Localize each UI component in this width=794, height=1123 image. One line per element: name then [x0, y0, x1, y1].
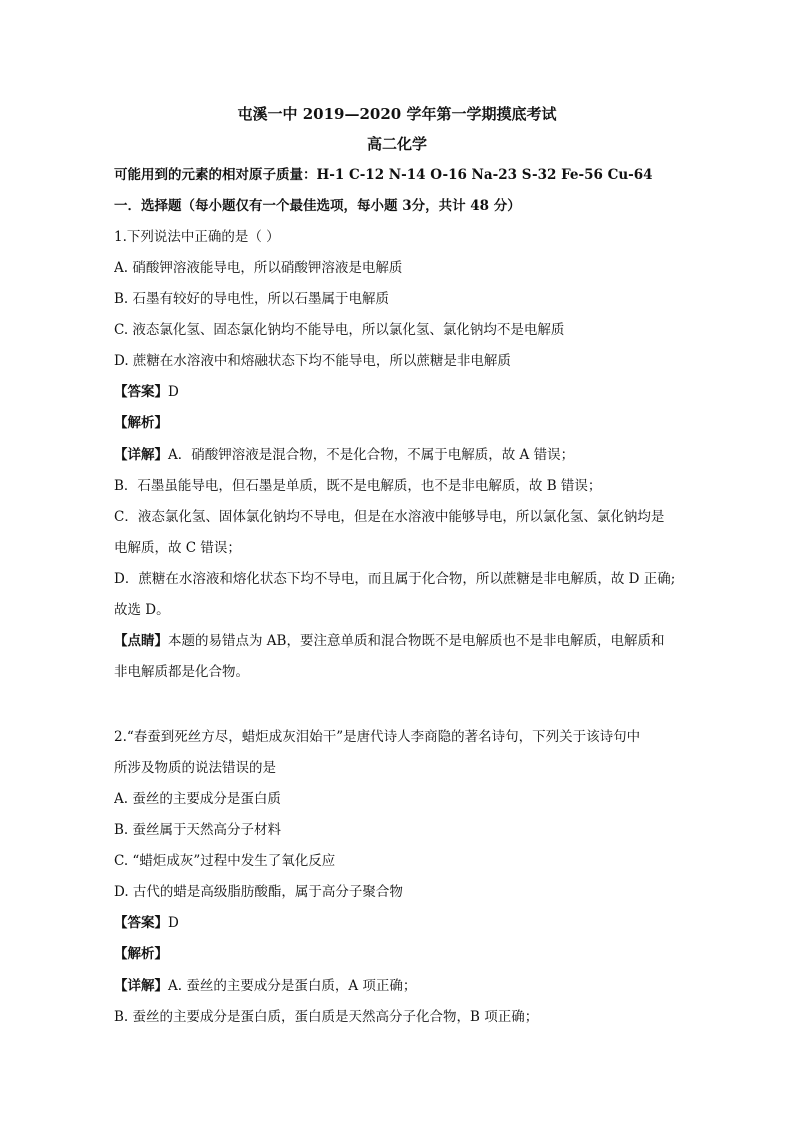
question-2-option-b: B. 蚕丝属于天然高分子材料: [114, 822, 282, 838]
question-1-answer: [114, 382, 684, 402]
answer-value: D: [168, 384, 179, 400]
question-1-detail-line-6: 故选 D。: [114, 602, 170, 618]
subject-title: 高二化学: [366, 135, 427, 153]
question-1-stem: 1.下列说法中正确的是（ ）: [114, 229, 280, 245]
question-2-stem-line-1: 2.“春蚕到死丝方尽，蜡炬成灰泪始干”是唐代诗人李商隐的著名诗句，下列关于该诗句中: [114, 729, 641, 745]
question-1-option-c: C. 液态氯化氢、固态氯化钠均不能导电，所以氯化氢、氯化钠均不是电解质: [114, 322, 565, 338]
detail-text: A. 蚕丝的主要成分是蛋白质，A 项正确；: [168, 978, 417, 994]
question-2-option-d: D. 古代的蜡是高级脂肪酸酯，属于高分子聚合物: [114, 884, 403, 900]
question-1-option-d: D. 蔗糖在水溶液中和熔融状态下均不能导电，所以蔗糖是非电解质: [114, 353, 511, 369]
answer-tag: 【答案】: [114, 384, 168, 400]
answer-value: D: [168, 915, 179, 931]
section-heading: 一．选择题（每小题仅有一个最佳选项，每小题 3分，共计 48 分）: [114, 198, 521, 214]
question-1-option-b: B. 石墨有较好的导电性，所以石墨属于电解质: [114, 291, 390, 307]
answer-tag: 【答案】: [114, 915, 168, 931]
question-1-point-line-2: 非电解质都是化合物。: [114, 664, 249, 680]
point-tag: 【点睛】: [114, 633, 168, 649]
detail-text: A．硝酸钾溶液是混合物，不是化合物，不属于电解质，故 A 错误；: [168, 447, 575, 463]
question-2-answer: [114, 913, 684, 933]
question-2-option-a: A. 蚕丝的主要成分是蛋白质: [114, 791, 281, 807]
question-1-detail-line-4: 电解质，故 C 错误；: [114, 540, 241, 556]
detail-tag: 【详解】: [114, 978, 168, 994]
question-1-option-a: A. 硝酸钾溶液能导电，所以硝酸钾溶液是电解质: [114, 260, 403, 276]
exam-title: 屯溪一中 2019—2020 学年第一学期摸底考试: [237, 105, 557, 123]
question-2-option-c: C. “蜡炬成灰”过程中发生了氧化反应: [114, 853, 336, 869]
question-2-detail-line-1: [114, 976, 684, 996]
point-text: 本题的易错点为 AB，要注意单质和混合物既不是电解质也不是非电解质，电解质和: [168, 633, 665, 649]
question-2-stem-line-2: 所涉及物质的说法错误的是: [114, 760, 276, 776]
question-2-detail-line-2: B. 蚕丝的主要成分是蛋白质，蛋白质是天然高分子化合物，B 项正确；: [114, 1009, 539, 1025]
detail-tag: 【详解】: [114, 447, 168, 463]
question-1-detail-line-2: B．石墨虽能导电，但石墨是单质，既不是电解质，也不是非电解质，故 B 错误；: [114, 478, 602, 494]
question-2-analysis-tag: 【解析】: [114, 946, 168, 962]
question-1-detail-line-3: C．液态氯化氢、固体氯化钠均不导电，但是在水溶液中能够导电，所以氯化氢、氯化钠均是: [114, 509, 665, 525]
question-1-detail-line-5: D．蔗糖在水溶液和熔化状态下均不导电，而且属于化合物，所以蔗糖是非电解质，故 D 正确;: [114, 571, 676, 587]
question-1-point-line-1: [114, 631, 684, 651]
question-1-detail-line-1: [114, 445, 684, 465]
question-1-analysis-tag: 【解析】: [114, 415, 168, 431]
atomic-masses-line: 可能用到的元素的相对原子质量：H-1 C-12 N-14 O-16 Na-23 S-32 Fe-56 Cu-64: [114, 167, 653, 183]
